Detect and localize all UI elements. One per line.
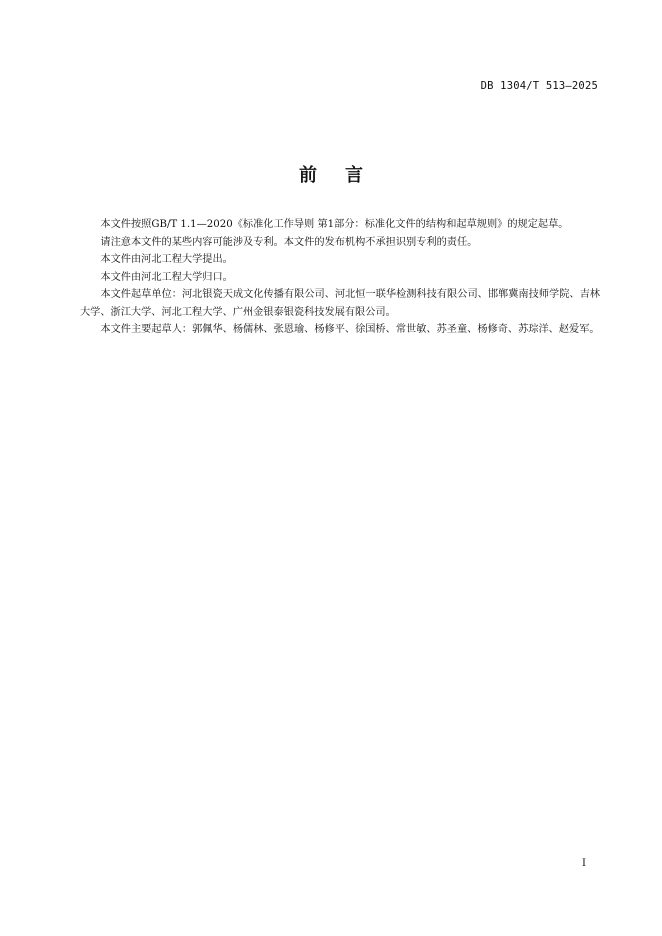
title-char-2: 言 (345, 165, 363, 186)
page-title (0, 161, 662, 187)
title-char-1: 前 (299, 165, 317, 186)
paragraph-drafting-basis: 本文件按照GB/T 1.1—2020《标准化工作导则 第1部分：标准化文件的结构和起草规则》的规定起草。 (100, 219, 569, 230)
paragraph-proposed-by: 本文件由河北工程大学提出。 (100, 254, 233, 265)
paragraph-main-drafters: 本文件主要起草人：郭佩华、杨儒林、张恩瑜、杨修平、徐国桥、常世敏、苏圣童、杨修奇、苏琮洋、赵爱军。 (100, 324, 600, 335)
page-number: I (582, 858, 586, 869)
paragraph-patent-notice: 请注意本文件的某些内容可能涉及专利。本文件的发布机构不承担识别专利的责任。 (100, 236, 478, 248)
paragraph-centralized-by: 本文件由河北工程大学归口。 (100, 271, 233, 283)
foreword-body (80, 216, 600, 339)
paragraph-drafting-units: 本文件起草单位：河北银瓷天成文化传播有限公司、河北恒一联华检测科技有限公司、邯郸冀南技师学院、吉林大学、浙江大学、河北工程大学、广州金银泰银瓷科技发展有限公司。 (80, 289, 600, 318)
standard-code: DB 1304/T 513—2025 (480, 80, 598, 92)
